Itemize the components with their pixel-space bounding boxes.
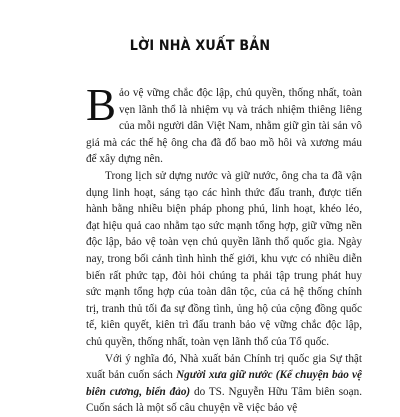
paragraph-3-rest: do TS. Nguyễn Hữu Tâm biên soạn. Cuốn sách là một số câu chuyện về việc bảo vệ: [86, 385, 362, 415]
page-heading: LỜI NHÀ XUẤT BẢN: [129, 38, 271, 54]
paragraph-3-intro: Với ý nghĩa đó, Nhà xuất bản Chính trị quốc gia Sự thật xuất bản cuốn sách: [86, 352, 362, 382]
paragraph-1: [86, 80, 362, 168]
body-text: [86, 80, 362, 417]
paragraph-2: Trong lịch sử dựng nước và giữ nước, ông cha ta đã vận dụng linh hoạt, sáng tạo các hình thức đấu tranh, được tiến hành bằng nhiều biện pháp phong phú, linh hoạt, khéo léo, đạt hiệu quả cao nhằm tạo sức mạnh tổng hợp, giữ vững nền độc lập, bảo vệ toàn vẹn chủ quyền lãnh thổ quốc gia. Ngày nay, trong bối cảnh tình hình thế giới, khu vực có nhiều diễn biến rất phức tạp, đòi hỏi chúng ta phải tập trung phát huy sức mạnh tổng hợp của toàn dân tộc, của cả hệ thống chính trị, tranh thủ tối đa sự đồng tình, ủng hộ của cộng đồng quốc tế, kiên quyết, kiên trì đấu tranh bảo vệ vững chắc độc lập, chủ quyền, thống nhất, toàn vẹn lãnh thổ của Tổ quốc.: [86, 169, 362, 348]
book-title: Người xưa giữ nước (Kể chuyện bảo vệ biên cương, biển đảo): [86, 369, 362, 398]
paragraph-3: [86, 351, 362, 417]
drop-cap: B: [86, 80, 117, 130]
paragraph-1-text: ảo vệ vững chắc độc lập, chủ quyền, thống nhất, toàn vẹn lãnh thổ là nhiệm vụ và trách nhiệm thiêng liêng của mỗi người dân Việt Nam, nhằm giữ gìn tài sản vô giá mà các thế hệ ông cha đã đổ bao mồ hôi và xương máu để xây dựng nên.: [86, 87, 362, 166]
